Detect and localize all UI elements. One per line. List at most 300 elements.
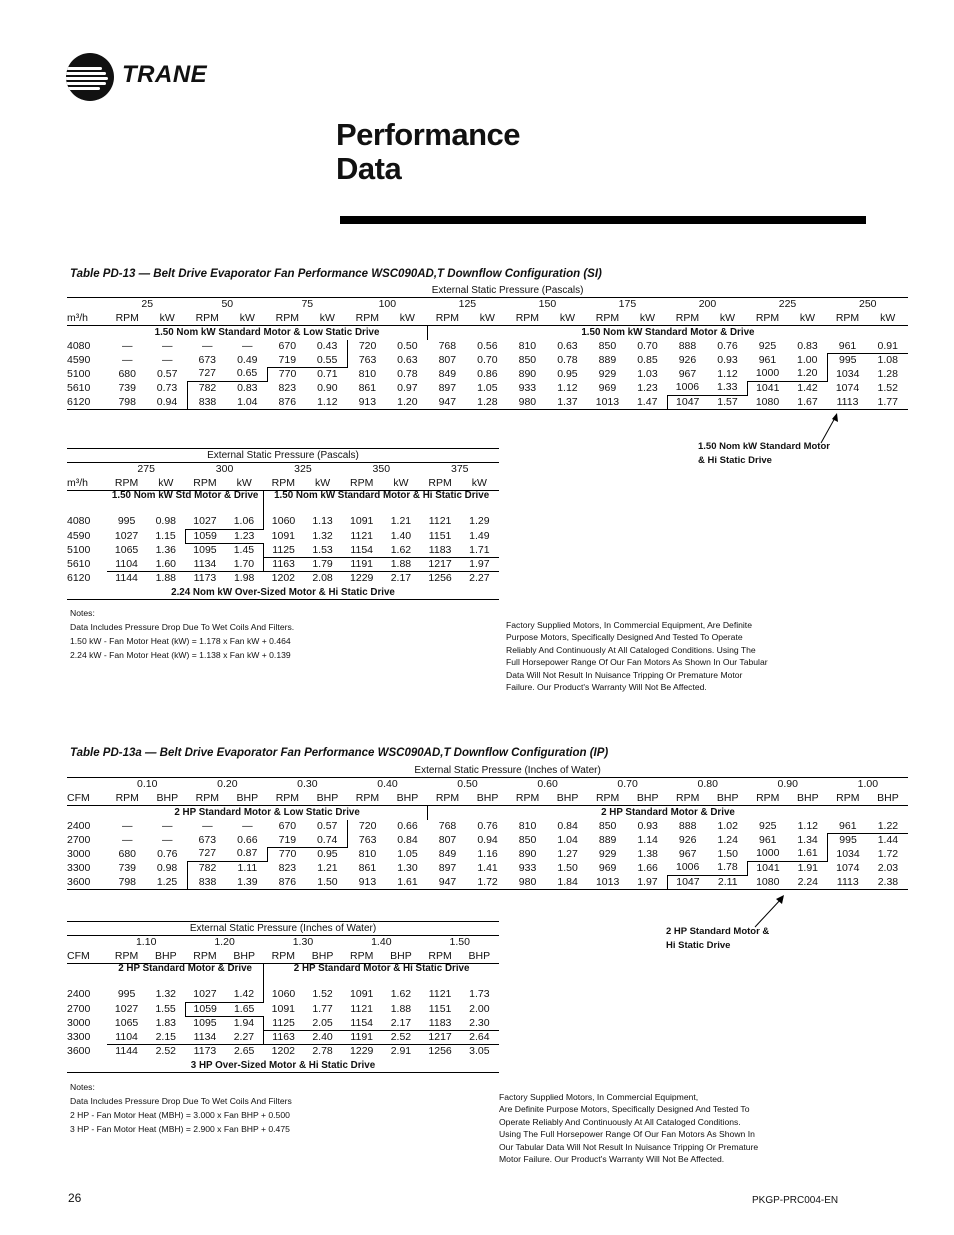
- table-cell: 0.57: [316, 819, 338, 832]
- table-cell: 770: [267, 367, 307, 381]
- pressure-header: 125: [458, 298, 477, 311]
- unit-header: BHP: [147, 792, 187, 806]
- note-line: 1.50 kW - Fan Motor Heat (kW) = 1.178 x Fan kW + 0.464: [70, 636, 291, 646]
- table-cell: 770: [267, 847, 307, 861]
- table-cell: 0.84: [557, 819, 578, 832]
- table-cell: 1.25: [147, 875, 187, 889]
- unit-header: BHP: [460, 950, 499, 964]
- table-cell: 1.61: [797, 847, 818, 860]
- flow-value: 5610: [67, 381, 91, 394]
- pressure-header: 375: [450, 463, 469, 476]
- table-cell: 1.37: [547, 395, 587, 409]
- table-cell: 1.72: [468, 875, 508, 889]
- table-cell: 1183: [428, 1016, 452, 1029]
- table-cell: 890: [518, 367, 537, 380]
- blank-cell: [67, 326, 107, 340]
- table-cell: 1202: [264, 1045, 303, 1059]
- table-cell: 1.65: [225, 1002, 264, 1016]
- note-line: Data Includes Pressure Drop Due To Wet Coils And Filters.: [70, 622, 295, 632]
- note-line: 3 HP - Fan Motor Heat (MBH) = 2.900 x Fan BHP + 0.475: [70, 1124, 290, 1134]
- table-cell: 0.74: [307, 834, 347, 848]
- flow-value: 2700: [67, 833, 91, 846]
- blank-cell: [67, 284, 107, 298]
- table-row: [67, 988, 499, 1002]
- table-cell: 2.91: [381, 1045, 420, 1059]
- ip-table-a: [67, 764, 908, 890]
- table-cell: 947: [427, 395, 467, 409]
- table-cell: 1027: [193, 988, 217, 1001]
- table-cell: 1.27: [557, 847, 578, 860]
- table-cell: 1.00: [797, 353, 818, 366]
- table-cell: 1.38: [637, 847, 658, 860]
- unit-header: BHP: [387, 792, 427, 806]
- unit-header: kW: [627, 312, 667, 326]
- table-cell: 1.14: [637, 833, 658, 846]
- table-cell: 0.43: [316, 339, 338, 352]
- table-cell: 1.15: [155, 529, 176, 542]
- table-row: [67, 1002, 499, 1016]
- esp-label: External Static Pressure (Pascals): [107, 284, 908, 298]
- table-cell: 763: [347, 834, 387, 848]
- table-cell: 1074: [836, 861, 860, 874]
- group-label: 1.50 Nom kW Standard Motor & Low Static Drive: [107, 326, 427, 340]
- table-cell: 961: [839, 819, 857, 832]
- table-cell: 807: [438, 833, 457, 846]
- table-cell: 1.12: [717, 367, 738, 380]
- table-cell: 1173: [185, 1045, 224, 1059]
- table-cell: 897: [438, 861, 457, 874]
- table-cell: 670: [278, 819, 297, 832]
- table-cell: 798: [107, 395, 147, 409]
- table-cell: 1.50: [717, 847, 738, 860]
- table-cell: 849: [438, 847, 457, 860]
- flow-value: 4080: [67, 515, 91, 528]
- table-cell: 1.55: [155, 1002, 176, 1015]
- table-cell: 967: [678, 367, 697, 380]
- table-cell: 1047: [668, 875, 708, 889]
- table-cell: 1091: [271, 529, 296, 542]
- pressure-header: 350: [372, 463, 391, 476]
- table-cell: —: [202, 819, 213, 832]
- table-cell: 1134: [193, 557, 217, 570]
- table-cell: 823: [278, 381, 297, 394]
- table-cell: 1.20: [387, 395, 427, 409]
- table-cell: 1013: [588, 875, 628, 889]
- table-cell: 933: [518, 861, 537, 874]
- table-cell: 1104: [115, 557, 138, 570]
- unit-row: [67, 950, 499, 964]
- table-cell: 1121: [428, 988, 452, 1001]
- table-cell: 1229: [342, 572, 381, 586]
- unit-header: BHP: [708, 792, 748, 806]
- table-row: [67, 1045, 499, 1059]
- table-cell: 1.45: [233, 544, 255, 557]
- pressure-header: 0.60: [537, 778, 558, 791]
- table-cell: 1080: [747, 395, 787, 409]
- table-cell: —: [122, 819, 133, 832]
- unit-header: BHP: [868, 792, 908, 806]
- table-row: [67, 1030, 499, 1044]
- unit-header: kW: [460, 477, 499, 491]
- table-cell: 1060: [264, 988, 303, 1002]
- table-cell: 1091: [350, 988, 374, 1001]
- table-cell: 1.36: [155, 543, 176, 556]
- table-cell: 2.03: [877, 861, 899, 874]
- unit-header: RPM: [267, 792, 307, 806]
- unit-header: RPM: [588, 792, 628, 806]
- flow-value: 5100: [67, 543, 91, 556]
- table-cell: 0.76: [477, 819, 498, 832]
- group-label: 1.50 Nom kW Standard Motor & Drive: [581, 327, 755, 339]
- table-cell: 1113: [828, 395, 868, 409]
- flow-value: 2400: [67, 988, 91, 1001]
- pressure-header: 275: [137, 463, 155, 476]
- table-cell: 0.76: [157, 847, 178, 860]
- table-cell: 1.21: [317, 861, 338, 874]
- table-cell: 0.71: [317, 367, 338, 380]
- table-cell: 861: [358, 861, 377, 874]
- unit-header: RPM: [507, 312, 547, 326]
- table-cell: 1.05: [477, 381, 498, 394]
- table-cell: 1.52: [877, 381, 898, 394]
- unit-header: RPM: [347, 792, 387, 806]
- table-cell: 1.88: [381, 557, 420, 571]
- group-row: [67, 964, 499, 989]
- table-cell: 1.62: [390, 543, 412, 556]
- table-cell: 680: [118, 367, 136, 380]
- brand-name: TRANE: [122, 61, 208, 88]
- table-cell: 1.78: [717, 861, 738, 874]
- unit-header: BHP: [146, 950, 185, 964]
- table-cell: —: [242, 339, 253, 352]
- blank-cell: [67, 936, 107, 950]
- table-cell: 1.23: [637, 381, 658, 394]
- table-cell: 1027: [114, 1002, 139, 1015]
- table-cell: 810: [518, 819, 537, 832]
- pressure-header: 1.20: [214, 936, 235, 949]
- unit-header: kW: [387, 312, 427, 326]
- table-cell: 798: [107, 875, 147, 889]
- table-cell: 1.42: [233, 988, 255, 1001]
- flow-value: 3300: [67, 1030, 91, 1043]
- unit-header: kW: [147, 312, 187, 326]
- table-cell: 1.24: [717, 833, 738, 846]
- group-row: [67, 491, 499, 516]
- pressure-header: 150: [538, 298, 557, 311]
- unit-header: kW: [227, 312, 267, 326]
- si-warranty-text: Factory Supplied Motors, In Commercial Equipment, Are Definite Purpose Motors, Specifically Designed And Tested To Operate Reliably And Continuously At All Cataloged Conditions. Using The Full Horsepower Range Of Our Fan Motors As Shown In Our Tabular Data Will Not Result In Nuisance Tripping Or Premature Motor Failure. Our Product's Warranty Will Not Be Affected.: [506, 620, 768, 693]
- pressure-header: 0.20: [217, 778, 238, 791]
- table-cell: 1.91: [788, 861, 828, 875]
- unit-header: kW: [467, 312, 507, 326]
- table-cell: 1.04: [557, 833, 578, 846]
- table-cell: 1041: [747, 381, 787, 395]
- table-cell: 1091: [350, 515, 374, 528]
- trane-logo: [66, 53, 266, 103]
- unit-header: kW: [307, 312, 347, 326]
- table-row: [67, 544, 499, 558]
- ip-table-caption: Table PD-13a — Belt Drive Evaporator Fan Performance WSC090AD,T Downflow Configuration (IP): [70, 747, 609, 759]
- table-cell: 2.27: [233, 1030, 255, 1043]
- table-cell: 0.98: [156, 861, 178, 874]
- table-cell: 947: [427, 875, 467, 889]
- table-cell: 1.50: [557, 861, 578, 874]
- unit-header: kW: [381, 477, 420, 491]
- table-cell: 739: [118, 861, 137, 874]
- table-cell: 673: [198, 833, 217, 846]
- trane-logo-mark-icon: [66, 53, 114, 101]
- pressure-header: 200: [698, 298, 717, 311]
- table-cell: 2.17: [381, 572, 420, 586]
- group-row: [67, 1059, 499, 1073]
- table-cell: 0.97: [397, 381, 418, 394]
- table-cell: 0.93: [717, 353, 738, 366]
- unit-header: RPM: [342, 950, 381, 964]
- unit-header: BHP: [307, 792, 347, 806]
- table-cell: 1.98: [225, 572, 264, 586]
- table-cell: 0.85: [637, 353, 658, 366]
- table-cell: 1.05: [397, 847, 418, 860]
- table-cell: 1000: [755, 367, 780, 380]
- table-cell: 969: [598, 861, 617, 874]
- ip-callout-arrow-icon: [752, 894, 786, 930]
- table-cell: 1.77: [312, 1002, 333, 1015]
- table-cell: 719: [267, 354, 307, 368]
- table-cell: 838: [187, 395, 227, 409]
- flow-value: 6120: [67, 572, 91, 585]
- unit-header: RPM: [185, 477, 224, 491]
- table-cell: 0.70: [637, 339, 658, 352]
- unit-header: RPM: [747, 312, 787, 326]
- table-cell: 1.88: [146, 572, 185, 586]
- group-label: 1.50 Nom kW Standard Motor & Hi Static Drive: [274, 490, 490, 502]
- flow-unit-header: m³/h: [67, 312, 107, 326]
- unit-header: RPM: [508, 792, 548, 806]
- blank-cell: [67, 806, 107, 820]
- table-cell: 0.70: [477, 353, 498, 366]
- pressure-header: 0.30: [297, 778, 318, 791]
- page-number: 26: [68, 1191, 82, 1205]
- table-cell: 782: [187, 381, 227, 395]
- table-cell: 1.57: [707, 395, 747, 409]
- table-cell: 763: [347, 354, 387, 368]
- blank-cell: [67, 778, 107, 792]
- table-cell: 1.11: [237, 861, 258, 874]
- table-cell: 1163: [264, 1030, 303, 1044]
- table-cell: 1034: [828, 847, 868, 861]
- unit-header: RPM: [264, 950, 303, 964]
- table-cell: 1.12: [307, 395, 347, 409]
- table-cell: 1125: [264, 1017, 303, 1031]
- group-label: 2.24 Nom kW Over-Sized Motor & Hi Static Drive: [67, 586, 499, 600]
- table-cell: 1034: [828, 367, 868, 381]
- table-cell: 1.44: [868, 834, 908, 848]
- table-cell: 1104: [115, 1030, 138, 1043]
- unit-header: RPM: [421, 477, 460, 491]
- table-cell: 1.70: [233, 557, 255, 570]
- table-cell: 1065: [114, 1016, 139, 1029]
- table-cell: 1.42: [788, 381, 828, 395]
- table-cell: 0.91: [877, 339, 898, 352]
- unit-header: BHP: [468, 792, 508, 806]
- blank-cell: [67, 463, 107, 477]
- table-cell: 1121: [350, 529, 374, 542]
- document-code: PKGP-PRC004-EN: [752, 1195, 839, 1206]
- table-cell: 1.67: [788, 395, 828, 409]
- unit-header: RPM: [347, 312, 387, 326]
- esp-row: [67, 449, 499, 463]
- table-cell: 876: [267, 875, 307, 889]
- table-cell: 2.17: [390, 1016, 412, 1029]
- table-cell: 1006: [676, 861, 700, 874]
- si-notes: [70, 606, 294, 662]
- unit-header: kW: [146, 477, 185, 491]
- table-cell: 807: [438, 353, 457, 366]
- table-cell: 1095: [193, 1017, 217, 1030]
- note-line: 2.24 kW - Fan Motor Heat (kW) = 1.138 x Fan kW + 0.139: [70, 650, 291, 660]
- table-row: [67, 847, 908, 861]
- flow-unit-header: m³/h: [67, 477, 107, 491]
- table-cell: 1000: [756, 847, 780, 860]
- unit-header: RPM: [185, 950, 224, 964]
- flow-value: 5100: [67, 367, 91, 380]
- table-cell: 1.52: [312, 988, 333, 1001]
- table-cell: 670: [278, 339, 297, 352]
- unit-header: RPM: [187, 312, 227, 326]
- table-cell: 1121: [428, 515, 452, 528]
- table-cell: 1.03: [637, 367, 658, 380]
- table-cell: 1059: [185, 529, 224, 543]
- table-cell: 1027: [193, 515, 217, 528]
- unit-header: RPM: [667, 312, 707, 326]
- table-cell: 926: [678, 353, 697, 366]
- ip-notes: [70, 1080, 292, 1136]
- table-cell: 1095: [193, 544, 217, 557]
- table-cell: 1121: [350, 1002, 374, 1015]
- flow-value: 5610: [67, 557, 91, 570]
- table-cell: 995: [117, 988, 136, 1001]
- pressure-header: 175: [618, 298, 637, 311]
- table-cell: 1151: [428, 529, 452, 542]
- si-table-b: [67, 448, 499, 600]
- table-cell: 929: [598, 367, 617, 380]
- esp-label: External Static Pressure (Inches of Water): [107, 764, 908, 778]
- table-cell: 929: [598, 847, 617, 860]
- unit-header: RPM: [748, 792, 788, 806]
- table-cell: —: [202, 339, 213, 352]
- table-cell: 720: [347, 820, 387, 834]
- table-cell: 0.63: [557, 339, 578, 352]
- table-cell: 1.71: [469, 543, 490, 556]
- table-cell: 1065: [114, 543, 139, 556]
- table-cell: 1.06: [233, 515, 255, 528]
- table-cell: 727: [187, 367, 227, 381]
- unit-header: BHP: [227, 792, 267, 806]
- table-cell: 1151: [428, 1002, 452, 1015]
- table-cell: 995: [117, 515, 136, 528]
- table-cell: 2.40: [303, 1030, 342, 1044]
- pressure-header: 1.00: [857, 778, 879, 791]
- table-cell: 1.41: [477, 861, 498, 874]
- unit-header: RPM: [668, 792, 708, 806]
- unit-header: RPM: [427, 792, 467, 806]
- table-cell: 1.97: [460, 557, 499, 571]
- table-cell: 823: [278, 861, 297, 874]
- flow-value: 3000: [67, 847, 91, 860]
- group-row: [67, 806, 908, 820]
- table-cell: 1.02: [717, 819, 738, 832]
- pressure-row: [67, 936, 499, 950]
- pressure-header: 1.40: [371, 936, 392, 949]
- table-cell: 2.52: [381, 1030, 420, 1044]
- title-rule: [340, 216, 866, 224]
- table-cell: 1.53: [312, 543, 333, 556]
- table-cell: —: [242, 819, 253, 832]
- table-cell: 727: [187, 847, 227, 861]
- table-cell: 925: [758, 339, 777, 352]
- pressure-header: 1.10: [135, 936, 157, 949]
- table-row: [67, 395, 908, 409]
- table-cell: 2.15: [155, 1030, 176, 1043]
- page-title: Performance Data: [336, 117, 521, 186]
- table-cell: 1.28: [877, 367, 898, 380]
- table-cell: 961: [758, 353, 777, 366]
- table-cell: 1.22: [877, 819, 899, 832]
- table-row: [67, 875, 908, 889]
- unit-header: RPM: [107, 792, 147, 806]
- table-cell: 980: [508, 875, 548, 889]
- table-cell: 969: [598, 381, 617, 394]
- table-cell: 1.49: [469, 529, 490, 542]
- table-cell: 768: [438, 339, 457, 352]
- unit-row: [67, 792, 908, 806]
- table-cell: 2.65: [225, 1045, 264, 1059]
- table-cell: 2.00: [469, 1002, 490, 1015]
- table-row: [67, 367, 908, 381]
- table-cell: 1.12: [557, 381, 578, 394]
- blank-cell: [67, 964, 107, 989]
- pressure-row: [67, 778, 908, 792]
- unit-header: RPM: [421, 950, 460, 964]
- unit-row: [67, 477, 499, 491]
- table-cell: 2.30: [469, 1016, 490, 1029]
- ip-callout-label: 2 HP Standard Motor & Hi Static Drive: [666, 926, 770, 951]
- table-cell: 810: [358, 367, 377, 380]
- flow-value: 4590: [67, 353, 91, 366]
- table-cell: 1.32: [155, 988, 176, 1001]
- table-cell: 1217: [421, 1030, 460, 1044]
- flow-value: 3000: [67, 1016, 91, 1029]
- unit-header: RPM: [264, 477, 303, 491]
- table-cell: 2.11: [708, 875, 748, 889]
- table-cell: 1074: [835, 381, 860, 394]
- table-cell: 961: [758, 833, 777, 846]
- table-cell: 933: [518, 381, 537, 394]
- table-cell: 0.78: [557, 353, 578, 366]
- table-cell: 1.23: [225, 529, 264, 543]
- table-cell: 1060: [264, 515, 303, 529]
- flow-value: 2700: [67, 1002, 91, 1015]
- table-cell: 1.73: [469, 988, 490, 1001]
- table-cell: 0.49: [237, 353, 258, 366]
- table-cell: 0.76: [717, 339, 738, 352]
- table-cell: 739: [118, 381, 136, 394]
- table-cell: 980: [507, 395, 547, 409]
- unit-header: kW: [868, 312, 908, 326]
- pressure-header: 1.50: [449, 936, 470, 949]
- table-cell: 889: [598, 353, 617, 366]
- table-cell: 1154: [350, 1016, 374, 1029]
